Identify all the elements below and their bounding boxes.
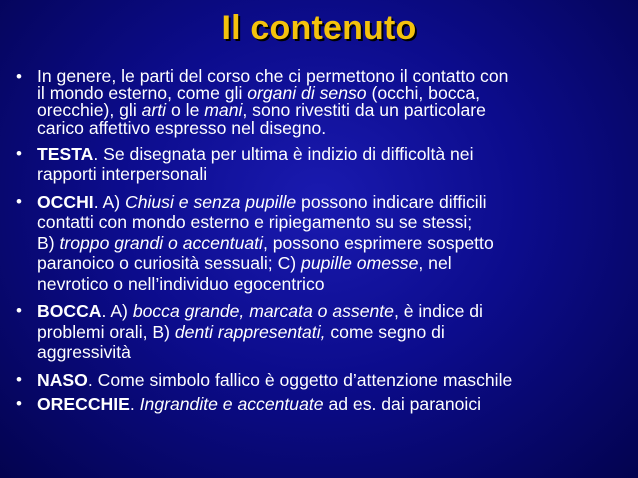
bullet-icon: • <box>16 369 22 389</box>
slide-title: Il contenuto <box>221 9 417 47</box>
keyword-text: NASO <box>37 369 88 390</box>
italic-text: arti <box>141 100 167 121</box>
italic-text: troppo grandi o accentuati <box>59 232 263 253</box>
text-run: il mondo esterno, come gli <box>37 83 248 104</box>
text-run: . A) <box>101 301 133 322</box>
text-run: In genere, le parti del corso che ci permettono il contatto con <box>37 66 509 86</box>
text-run: nevrotico o nell’individuo egocentrico <box>37 273 325 294</box>
bullet-line <box>37 233 628 254</box>
italic-text: mani <box>204 100 243 121</box>
bullet-line <box>37 117 628 138</box>
bullet-item-testa <box>16 144 628 185</box>
bullet-item-occhi <box>16 192 628 295</box>
italic-text: bocca grande, marcata o assente <box>132 301 394 322</box>
text-run: possono indicare difficili <box>296 191 487 212</box>
bullet-line <box>37 394 628 415</box>
text-run: contatti con mondo esterno e ripiegamento su se stessi; <box>37 212 473 233</box>
text-run: ad es. dai paranoici <box>323 394 482 415</box>
text-run: o le <box>166 100 205 121</box>
italic-text: pupille omesse <box>301 253 419 274</box>
bullet-line <box>37 212 628 233</box>
bullet-text <box>37 144 628 185</box>
text-run: , è indice di <box>393 301 483 322</box>
italic-text: organi di senso <box>247 83 367 104</box>
bullet-text <box>37 301 628 363</box>
text-run: problemi orali, B) <box>37 321 175 342</box>
bullet-icon: • <box>16 191 22 211</box>
bullet-line <box>37 301 628 322</box>
bullet-text <box>37 370 628 391</box>
bullet-text <box>37 192 628 295</box>
text-run: B) <box>37 232 60 253</box>
text-run: come segno di <box>325 321 445 342</box>
keyword-text: TESTA <box>37 143 94 164</box>
keyword-text: ORECCHIE <box>37 394 130 415</box>
bullet-icon: • <box>16 394 22 414</box>
bullet-line <box>37 253 628 274</box>
bullet-item-naso <box>16 370 628 391</box>
keyword-text: OCCHI <box>37 191 94 212</box>
bullet-list <box>16 68 628 422</box>
bullet-icon: • <box>16 67 22 86</box>
text-run: . <box>129 394 140 415</box>
bullet-line <box>37 342 628 363</box>
text-run: . Se disegnata per ultima è indizio di difficoltà nei <box>93 143 474 164</box>
italic-text: denti rappresentati, <box>174 321 326 342</box>
bullet-line <box>37 322 628 343</box>
text-run: aggressività <box>37 342 131 363</box>
text-run: (occhi, bocca, <box>366 83 481 104</box>
text-run: carico affettivo espresso nel disegno. <box>37 117 327 138</box>
text-run: rapporti interpersonali <box>37 164 208 185</box>
text-run: paranoico o curiosità sessuali; C) <box>37 253 302 274</box>
bullet-text <box>37 68 628 137</box>
bullet-item-general <box>16 68 628 137</box>
text-run: . A) <box>93 191 125 212</box>
bullet-line <box>37 274 628 295</box>
text-run: orecchie), gli <box>37 100 142 121</box>
text-run: , possono esprimere sospetto <box>262 232 494 253</box>
bullet-line <box>37 192 628 213</box>
bullet-icon: • <box>16 301 22 321</box>
text-run: , sono rivestiti da un particolare <box>242 100 486 121</box>
bullet-line <box>37 164 628 185</box>
italic-text: Chiusi e senza pupille <box>125 191 297 212</box>
text-run: . Come simbolo fallico è oggetto d’attenzione maschile <box>87 369 513 390</box>
bullet-icon: • <box>16 143 22 163</box>
bullet-line <box>37 370 628 391</box>
bullet-text <box>37 394 628 415</box>
keyword-text: BOCCA <box>37 301 102 322</box>
bullet-item-bocca <box>16 301 628 363</box>
italic-text: Ingrandite e accentuate <box>139 394 324 415</box>
bullet-item-orecchie <box>16 394 628 415</box>
bullet-line <box>37 144 628 165</box>
text-run: , nel <box>418 253 452 274</box>
